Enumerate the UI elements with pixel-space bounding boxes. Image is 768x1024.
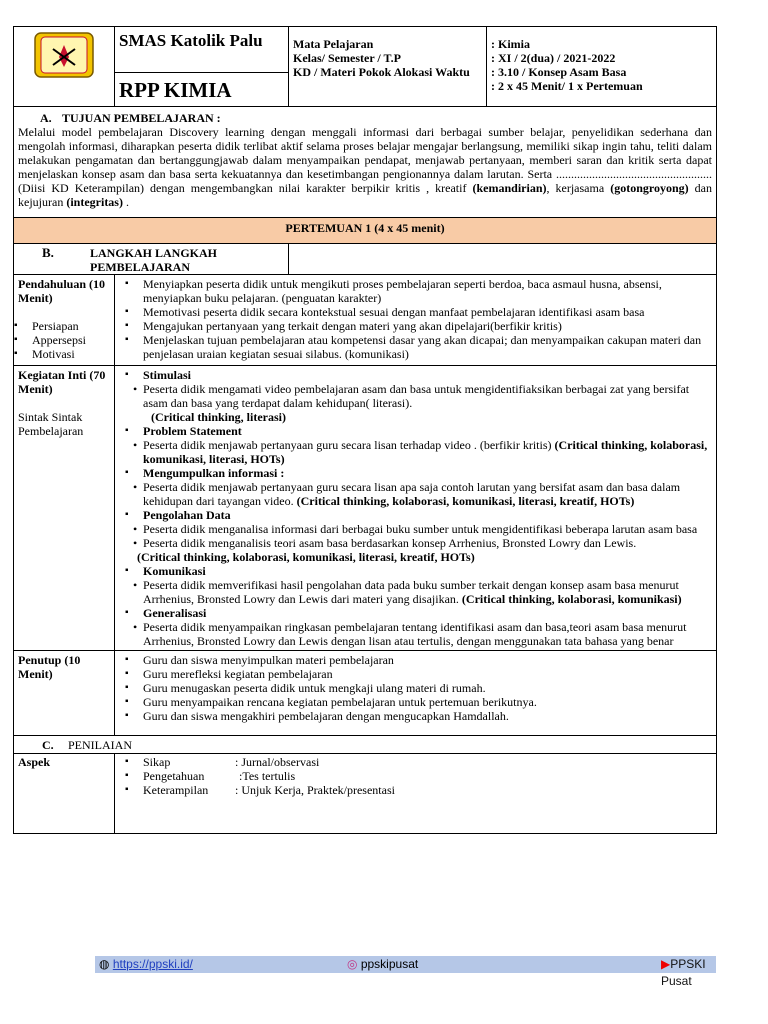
school-logo-icon [33, 31, 95, 79]
side-item: ▪ Appersepsi [32, 333, 110, 347]
list-item: ▪ Menyiapkan peserta didik untuk mengikuti proses pembelajaran seperti berdoa, baca asmaul husna, absensi, menyiapkan buku pelajaran. (penguatan karakter) [143, 277, 712, 305]
logo-cell [14, 27, 115, 107]
stage-mengumpulkan: ▪ Mengumpulkan informasi : [143, 466, 712, 480]
list-item: ▪ Guru merefleksi kegiatan pembelajaran [143, 667, 712, 681]
subject-labels [289, 27, 487, 107]
website-link-group [99, 956, 193, 973]
inti-content [115, 366, 717, 651]
label-kd: KD / Materi Pokok Alokasi Waktu [293, 65, 470, 79]
penilaian-item: ▪ Keterampilan : Unjuk Kerja, Praktek/presentasi [143, 783, 712, 797]
penutup-side [14, 651, 115, 736]
langkah-heading: LANGKAH LANGKAH PEMBELAJARAN [90, 246, 218, 274]
youtube-icon: ▶ [661, 957, 671, 971]
langkah-heading-cell [14, 244, 289, 275]
penilaian-heading-cell [14, 736, 717, 754]
list-item: • Peserta didik menganalisis teori asam basa berdasarkan konsep Arrhenius, Bronsted Lowry dan Lewis. [143, 536, 712, 550]
label-kelas: Kelas/ Semester / T.P [293, 51, 401, 65]
pendahuluan-side [14, 275, 115, 366]
list-item: ▪ Menjelaskan tujuan pembelajaran atau kompetensi dasar yang akan dicapai; dan menyampaikan cakupan materi dan penjelasan uraian kegiatan sesuai silabus. (komunikasi) [143, 333, 712, 361]
globe-icon: ◍ [99, 957, 110, 971]
tujuan-letter: A. [40, 111, 52, 125]
penilaian-content [115, 754, 717, 834]
list-item: ▪ Memotivasi peserta didik secara kontekstual sesuai dengan manfaat pembelajaran identifikasi asam basa [143, 305, 712, 319]
youtube-channel: PPSKI Pusat [661, 957, 706, 988]
list-item: ▪ Mengajukan pertanyaan yang terkait dengan materi yang akan dipelajari(berfikir kritis) [143, 319, 712, 333]
side-item: ▪ Motivasi [32, 347, 110, 361]
pendahuluan-title: Pendahuluan (10 Menit) [18, 277, 106, 305]
website-link[interactable]: https://ppski.id/ [112, 957, 193, 971]
stage-pengolahan: ▪ Pengolahan Data [143, 508, 712, 522]
stage-stimulasi: ▪ Stimulasi [143, 368, 712, 382]
stage-problem: ▪ Problem Statement [143, 424, 712, 438]
penilaian-item: ▪ Pengetahuan :Tes tertulis [143, 769, 712, 783]
langkah-letter: B. [42, 245, 54, 260]
pengolahan-skills: (Critical thinking, kolaborasi, komunikasi, literasi, kreatif, HOTs) [137, 550, 475, 564]
instagram-handle: ppskipusat [360, 957, 419, 971]
footer-bar [95, 956, 716, 988]
list-item: • Peserta didik menyampaikan ringkasan pembelajaran tentang identifikasi asam dan basa,teori asam basa menurut Arrhenius, Bronsted Lowry dan Lewis dengan lisan atau tertulis, dengan menggunakan tata bahasa yang benar [143, 620, 712, 648]
list-item: • Peserta didik menganalisa informasi dari berbagai buku sumber untuk mengidentifikasi beberapa larutan asam basa [143, 522, 712, 536]
penilaian-item: ▪ Sikap : Jurnal/observasi [143, 755, 712, 769]
pendahuluan-content [115, 275, 717, 366]
instagram-icon: ◎ [347, 957, 358, 971]
penutup-title: Penutup (10 Menit) [18, 653, 81, 681]
value-waktu: : 2 x 45 Menit/ 1 x Pertemuan [491, 79, 643, 93]
penilaian-letter: C. [42, 738, 54, 752]
inti-side [14, 366, 115, 651]
rpp-document [13, 26, 716, 834]
list-item: ▪ Guru dan siswa menyimpulkan materi pembelajaran [143, 653, 712, 667]
label-mapel: Mata Pelajaran [293, 37, 374, 51]
list-item: • Peserta didik memverifikasi hasil pengolahan data pada buku sumber terkait dengan konsep asam basa menurut Arrhenius, Bronsted Lowry dan Lewis dari materi yang disajikan. (Critical thinking, kolaborasi, komunikasi) [143, 578, 712, 606]
youtube-group [661, 956, 716, 990]
school-name: SMAS Katolik Palu [119, 31, 263, 50]
tujuan-heading: TUJUAN PEMBELAJARAN : [62, 111, 221, 125]
subject-values [487, 27, 717, 107]
stage-komunikasi: ▪ Komunikasi [143, 564, 712, 578]
list-item: ▪ Guru menyampaikan rencana kegiatan pembelajaran untuk pertemuan berikutnya. [143, 695, 712, 709]
sintak-label: Sintak Sintak Pembelajaran [18, 410, 84, 438]
aspek-label: Aspek [18, 755, 51, 769]
stage-generalisasi: ▪ Generalisasi [143, 606, 712, 620]
value-mapel: : Kimia [491, 37, 530, 51]
instagram-group [347, 956, 418, 973]
penilaian-heading: PENILAIAN [68, 738, 132, 752]
pertemuan-banner: PERTEMUAN 1 (4 x 45 menit) [14, 218, 717, 244]
inti-title: Kegiatan Inti (70 Menit) [18, 368, 106, 396]
list-item: • Peserta didik menjawab pertanyaan guru secara lisan apa saja contoh larutan yang bersifat asam dan basa dalam kehidupan dari tayangan video. (Critical thinking, kolaborasi, komunikasi, literasi, kreatif, HOTs) [143, 480, 712, 508]
list-item: • Peserta didik menjawab pertanyaan guru secara lisan terhadap video . (berfikir kritis) (Critical thinking, kolaborasi, komunikasi, literasi, HOTs) [143, 438, 712, 466]
value-kelas: : XI / 2(dua) / 2021-2022 [491, 51, 616, 65]
penutup-content [115, 651, 717, 736]
document-title: RPP KIMIA [119, 77, 232, 102]
tujuan-section [14, 107, 717, 218]
list-item: ▪ Guru menugaskan peserta didik untuk mengkaji ulang materi di rumah. [143, 681, 712, 695]
value-kd: : 3.10 / Konsep Asam Basa [491, 65, 627, 79]
tujuan-text: Melalui model pembelajaran Discovery learning dengan menggali informasi dari berbagai sumber belajar, penyelidikan sederhana dan mengolah informasi, diharapkan peserta didik terlibat aktif selama proses belajar mengajar berlangsung, memiliki sikap ingin tahu, teliti dalam melakukan pengamatan dan bertanggungjawab dalam menyampaikan pendapat, menjawab pertanyaan, memberi saran dan kritik serta dapat menjelaskan konsep asam dan basa serta kekuatannya dan kesetimbangan pengionannya dalam larutan. Serta .................................................... (Diisi KD Keterampilan) dengan mengembangkan nilai karakter berpikir kritis , kreatif (kemandirian), kerjasama (gotongroyong) dan kejujuran (integritas) . [18, 125, 713, 209]
list-item: • Peserta didik mengamati video pembelajaran asam dan basa untuk mengidentifiaksikan berbagai zat yang bersifat asam dan basa yang terdapat dalam kehidupan( literasi). (Critical thinking, literasi) [143, 382, 712, 424]
list-item: ▪ Guru dan siswa mengakhiri pembelajaran dengan mengucapkan Hamdallah. [143, 709, 712, 723]
side-item: ▪ Persiapan [32, 319, 110, 333]
